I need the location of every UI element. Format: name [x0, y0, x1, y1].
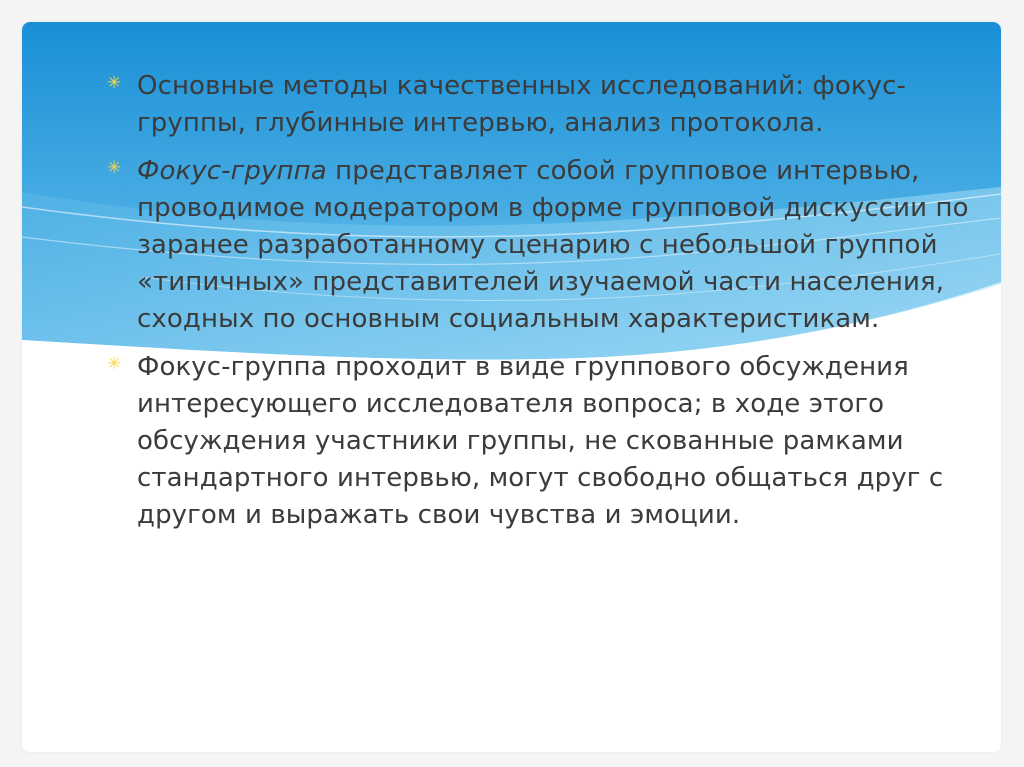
- bullet-text-body: представляет собой групповое интервью, проводимое модератором в форме групповой дискуссии по заранее разработанному сценарию с небольшой группой «типичных» представителей изучаемой части населения, сходных по основным социальным характеристикам.: [137, 156, 969, 334]
- asterisk-bullet-icon: ✳: [107, 158, 122, 178]
- bullet-item-focus-group-definition: [106, 153, 986, 338]
- slide: [22, 22, 1001, 752]
- bullet-text: [137, 153, 986, 338]
- asterisk-bullet-icon: ✳: [107, 354, 122, 374]
- bullet-text: Фокус-группа проходит в виде группового обсуждения интересующего исследователя вопроса; в ходе этого обсуждения участники группы, не скованные рамками стандартного интервью, могут свободно общаться друг с другом и выражать свои чувства и эмоции.: [137, 352, 944, 530]
- bullet-list: [106, 68, 986, 545]
- bullet-text: Основные методы качественных исследований: фокус-группы, глубинные интервью, анализ протокола.: [137, 71, 907, 138]
- bullet-item-focus-group-process: [106, 349, 986, 534]
- bullet-item-methods: [106, 68, 986, 142]
- emphasized-term: Фокус-группа: [137, 156, 327, 186]
- asterisk-bullet-icon: ✳: [107, 73, 122, 93]
